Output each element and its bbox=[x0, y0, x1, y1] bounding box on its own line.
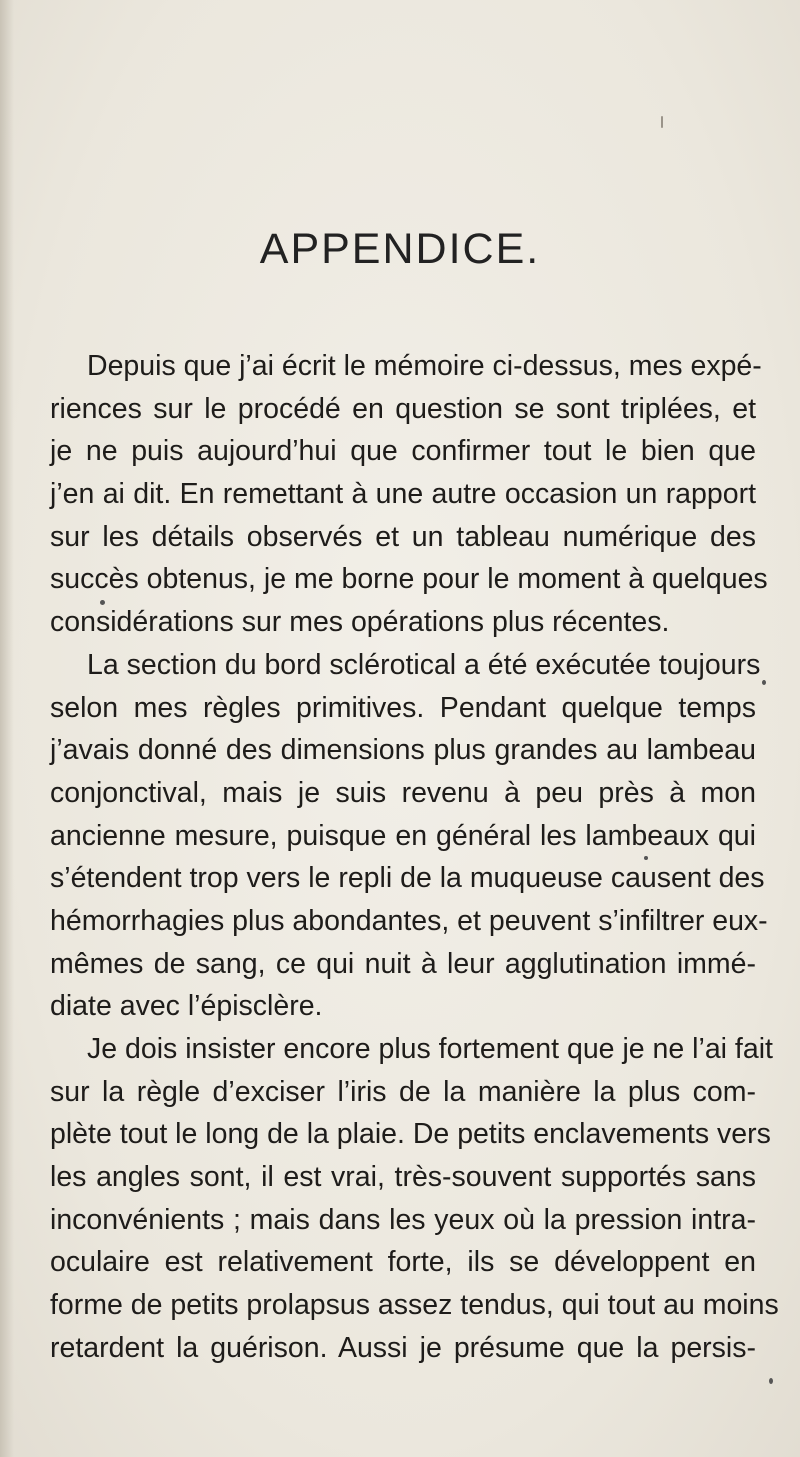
text-line: riences sur le procédé en question se sont triplées, et bbox=[50, 392, 756, 425]
text-line: sur les détails observés et un tableau numérique des bbox=[50, 520, 756, 553]
body-text bbox=[50, 345, 779, 1370]
page-gutter-shadow bbox=[0, 0, 14, 1457]
text-line: La section du bord sclérotical a été exécutée toujours bbox=[87, 648, 761, 681]
text-line: forme de petits prolapsus assez tendus, qui tout au moins bbox=[50, 1289, 779, 1322]
text-line: j’en ai dit. En remettant à une autre occasion un rapport bbox=[50, 478, 756, 511]
text-line: plète tout le long de la plaie. De petits enclavements vers bbox=[50, 1118, 771, 1151]
text-line: les angles sont, il est vrai, très-souvent supportés sans bbox=[50, 1161, 756, 1194]
text-line: mêmes de sang, ce qui nuit à leur agglutination immé- bbox=[50, 947, 756, 980]
page-title: APPENDICE. bbox=[259, 225, 541, 273]
text-line: succès obtenus, je me borne pour le moment à quelques bbox=[50, 563, 768, 596]
text-line: sur la règle d’exciser l’iris de la manière la plus com- bbox=[50, 1075, 756, 1108]
text-line: ancienne mesure, puisque en général les lambeaux qui bbox=[50, 819, 756, 852]
text-line: j’avais donné des dimensions plus grandes au lambeau bbox=[50, 734, 756, 767]
text-line: considérations sur mes opérations plus récentes. bbox=[50, 606, 670, 639]
text-line: s’étendent trop vers le repli de la muqueuse causent des bbox=[50, 862, 765, 895]
text-line: je ne puis aujourd’hui que confirmer tout le bien que bbox=[50, 435, 756, 468]
text-line: selon mes règles primitives. Pendant quelque temps bbox=[50, 691, 756, 724]
text-line: retardent la guérison. Aussi je présume que la persis- bbox=[50, 1331, 756, 1364]
text-line: diate avec l’épisclère. bbox=[50, 990, 323, 1023]
text-line: Je dois insister encore plus fortement que je ne l’ai fait bbox=[87, 1033, 773, 1065]
text-line: conjonctival, mais je suis revenu à peu près à mon bbox=[50, 776, 756, 809]
text-line: oculaire est relativement forte, ils se développent en bbox=[50, 1246, 756, 1279]
text-line: Depuis que j’ai écrit le mémoire ci-dessus, mes expé- bbox=[87, 350, 762, 382]
text-line: hémorrhagies plus abondantes, et peuvent s’infiltrer eux- bbox=[50, 904, 768, 937]
text-line: inconvénients ; mais dans les yeux où la pression intra- bbox=[50, 1203, 756, 1236]
